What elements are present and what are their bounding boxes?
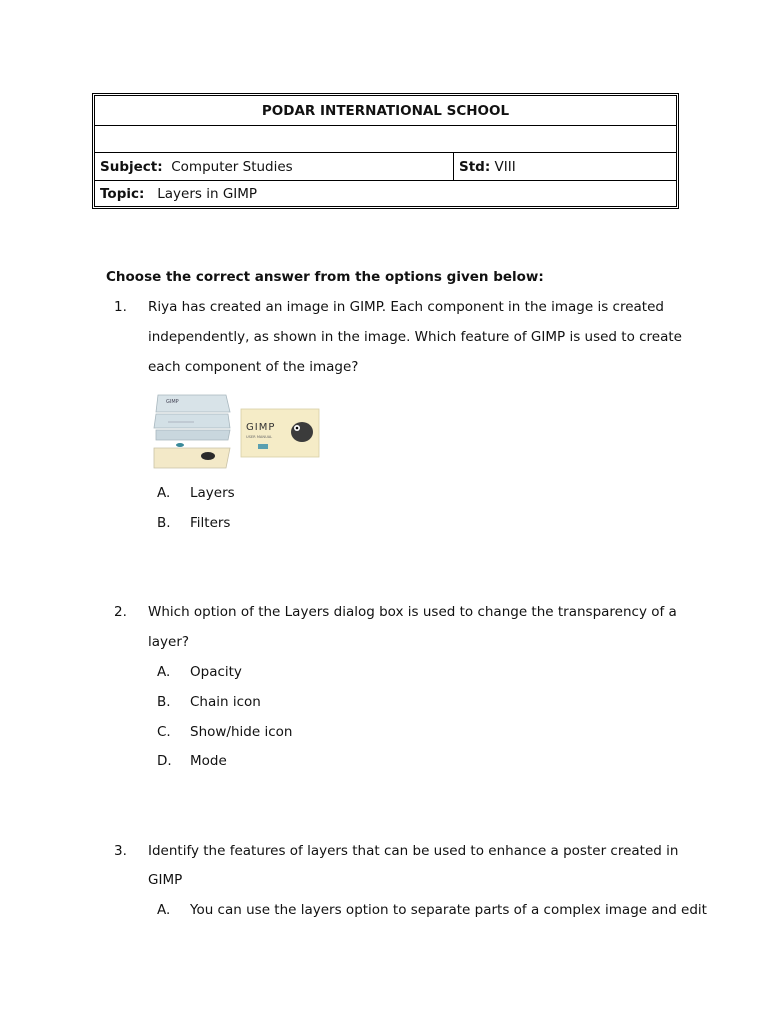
wilber-mascot-icon [291, 422, 313, 442]
subject-label: Subject: [100, 158, 163, 175]
question-text-line: Which option of the Layers dialog box is used to change the transparency of a [148, 604, 677, 620]
subject-cell [95, 153, 454, 180]
gimp-logo-text: GIMP [246, 422, 276, 433]
disc-icon [258, 444, 268, 449]
layer-panel-3 [156, 430, 230, 440]
question-number: 1. [114, 299, 127, 315]
small-gimp-logo-text: GIMP [166, 399, 179, 405]
layer-panel-2 [154, 414, 230, 428]
option-text: Layers [190, 485, 235, 501]
std-value: VIII [494, 158, 516, 175]
small-disc-icon [176, 443, 184, 447]
option-letter: B. [157, 694, 171, 710]
option-letter: B. [157, 515, 171, 531]
question-text-line: Identify the features of layers that can be used to enhance a poster created in [148, 843, 679, 859]
option-text: Mode [190, 753, 227, 769]
option-letter: C. [157, 724, 171, 740]
header-table [92, 93, 679, 209]
question-number: 3. [114, 843, 127, 859]
topic-value: Layers in GIMP [157, 185, 258, 202]
gimp-layers-figure [150, 390, 322, 470]
option-text: You can use the layers option to separate parts of a complex image and edit [190, 902, 707, 918]
layer-panel-bottom [154, 448, 230, 468]
option-text: Chain icon [190, 694, 261, 710]
option-letter: D. [157, 753, 172, 769]
option-letter: A. [157, 902, 171, 918]
question-text-line: Riya has created an image in GIMP. Each component in the image is created [148, 299, 664, 315]
std-cell [454, 153, 676, 180]
option-letter: A. [157, 485, 171, 501]
option-text: Show/hide icon [190, 724, 293, 740]
option-text: Opacity [190, 664, 242, 680]
subject-value: Computer Studies [171, 158, 293, 175]
std-label: Std: [459, 158, 491, 175]
user-manual-caption: USER MANUAL [246, 435, 273, 439]
option-letter: A. [157, 664, 171, 680]
question-text-line: layer? [148, 634, 190, 650]
small-wilber-icon [201, 452, 215, 460]
header-topic-row [95, 181, 676, 206]
header-title-row [95, 96, 676, 126]
school-name: PODAR INTERNATIONAL SCHOOL [261, 102, 510, 119]
question-text-line: GIMP [148, 872, 183, 888]
option-text: Filters [190, 515, 231, 531]
header-subject-row [95, 153, 676, 181]
topic-label: Topic: [100, 185, 145, 202]
question-number: 2. [114, 604, 127, 620]
header-empty-row [95, 126, 676, 153]
question-text-line: independently, as shown in the image. Which feature of GIMP is used to create [148, 329, 682, 345]
question-text-line: each component of the image? [148, 359, 359, 375]
instructions: Choose the correct answer from the options given below: [106, 269, 544, 285]
topic-cell [95, 181, 676, 206]
